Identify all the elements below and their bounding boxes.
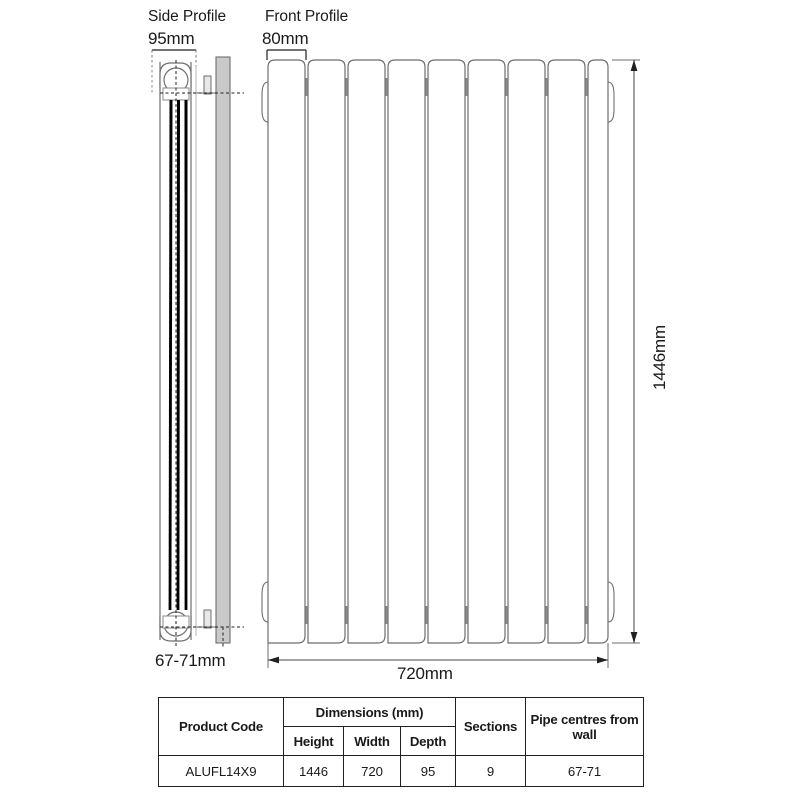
right-tab-top: [608, 82, 614, 122]
front-profile-width-label: 720mm: [397, 664, 453, 683]
left-tab-bottom: [262, 582, 268, 622]
table-header-row-1: [159, 698, 644, 727]
radiator-section: [468, 60, 505, 643]
depth-dimension-bracket: [152, 50, 196, 62]
front-profile-group: [262, 50, 640, 668]
radiator-section: [388, 60, 425, 643]
height-dimension-line: [612, 60, 640, 643]
header-width: Width: [344, 727, 401, 756]
side-profile-group: [152, 50, 244, 648]
side-fin-bar-3: [185, 100, 188, 610]
spec-table-container: [158, 697, 643, 787]
cell-pipe-centres: 67-71: [526, 756, 644, 787]
side-fin-bar-1: [169, 100, 173, 610]
side-fin-bar-2: [177, 100, 180, 610]
header-pipe-centres: Pipe centres from wall: [526, 698, 644, 756]
radiator-section: [588, 60, 608, 643]
radiator-section: [268, 60, 305, 643]
side-profile-depth-label: 95mm: [148, 29, 195, 48]
spec-table: [158, 697, 644, 787]
table-row: [159, 756, 644, 787]
radiator-section: [348, 60, 385, 643]
front-profile-height-label: 1446mm: [650, 325, 669, 390]
top-wall-bracket: [196, 76, 216, 94]
cell-width: 720: [344, 756, 401, 787]
header-sections: Sections: [456, 698, 526, 756]
radiator-section: [508, 60, 545, 643]
pipe-centres-label: 67-71mm: [155, 651, 226, 670]
radiator-section: [548, 60, 585, 643]
cell-depth: 95: [401, 756, 456, 787]
front-profile-title: Front Profile: [265, 8, 349, 25]
header-product-code: Product Code: [159, 698, 284, 756]
radiator-section: [308, 60, 345, 643]
front-profile-section-width-label: 80mm: [262, 29, 309, 48]
section-width-bracket: [267, 50, 306, 60]
left-tab-top: [262, 82, 268, 122]
right-tab-bottom: [608, 582, 614, 622]
side-profile-title: Side Profile: [148, 8, 227, 25]
radiator-sections: [268, 60, 608, 643]
cell-product-code: ALUFL14X9: [159, 756, 284, 787]
header-height: Height: [284, 727, 344, 756]
header-dimensions-group: Dimensions (mm): [284, 698, 456, 727]
cell-sections: 9: [456, 756, 526, 787]
wall-plate: [216, 57, 230, 643]
radiator-section: [428, 60, 465, 643]
width-dimension-line: [268, 643, 608, 668]
cell-height: 1446: [284, 756, 344, 787]
header-depth: Depth: [401, 727, 456, 756]
bottom-wall-bracket: [196, 610, 216, 628]
